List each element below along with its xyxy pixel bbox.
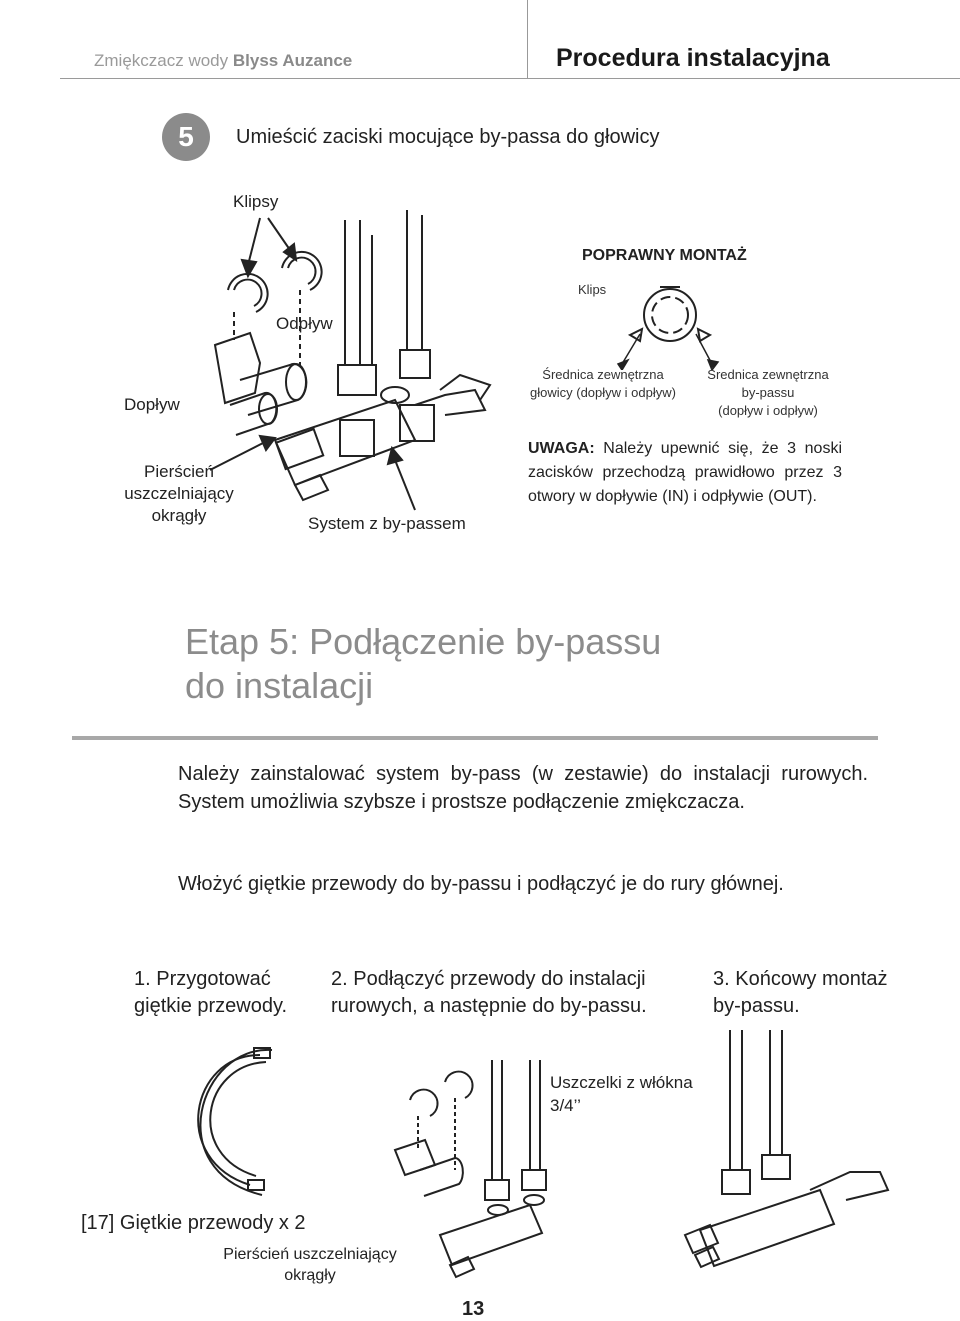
label-oring-line1: Pierścień xyxy=(144,462,214,481)
step-2-label xyxy=(331,966,647,1020)
page-number: 13 xyxy=(462,1298,485,1320)
step-3-line2: by-passu. xyxy=(713,995,800,1017)
label-bypass-diameter-line1: Średnica zewnętrzna xyxy=(707,367,829,382)
label-oring xyxy=(114,461,244,527)
label-oring-line2: uszczelniający xyxy=(124,484,234,503)
final-assembly-illustration xyxy=(680,1030,920,1290)
label-fiber-seals-line1: Uszczelki z włókna xyxy=(550,1073,693,1092)
label-bypass-system: System z by-passem xyxy=(308,514,466,533)
diameter-arrows xyxy=(600,330,750,370)
label-head-diameter xyxy=(523,366,683,402)
label-bypass-diameter-line3: (dopływ i odpływ) xyxy=(718,403,818,418)
section-heading-line2: do instalacji xyxy=(185,665,374,706)
step-3-label xyxy=(713,966,888,1020)
label-inlet: Dopływ xyxy=(124,395,180,414)
step-1-line2: giętkie przewody. xyxy=(134,995,288,1017)
label-oring-line3: okrągły xyxy=(151,506,207,525)
label-head-diameter-line1: Średnica zewnętrzna xyxy=(542,367,664,382)
header-brand: Blyss Auzance xyxy=(232,51,353,70)
step-1-line1: 1. Przygotować xyxy=(134,968,271,990)
step-2-line1: 2. Podłączyć przewody do instalacji xyxy=(331,968,646,990)
header-product-prefix: Zmiękczacz wody xyxy=(94,51,229,70)
label-oring-bottom-line2: okrągły xyxy=(284,1267,336,1284)
header-title: Procedura instalacyjna xyxy=(556,44,830,72)
label-fiber-seals-line2: 3/4’’ xyxy=(550,1096,581,1115)
label-bypass-diameter-line2: by-passu xyxy=(741,385,795,400)
step-text: Umieścić zaciski mocujące by-passa do głowicy xyxy=(236,126,660,148)
step-1-label xyxy=(134,966,287,1020)
label-fiber-seals xyxy=(550,1071,693,1117)
section-heading-line1: Etap 5: Podłączenie by-passu xyxy=(185,621,662,662)
step-2-line2: rurowych, a następnie do by-passu. xyxy=(331,995,647,1017)
label-hoses: [17] Giętkie przewody x 2 xyxy=(81,1212,306,1234)
paragraph-instruction: Włożyć giętkie przewody do by-passu i podłączyć je do rury głównej. xyxy=(178,873,784,895)
section-rule xyxy=(72,736,878,740)
warning-text: Należy upewnić się, że 3 noski zacisków przechodzą prawidłowo przez 3 otwory w dopływie (IN) i odpływie (OUT). xyxy=(528,440,842,505)
header-rule xyxy=(60,78,960,79)
step-3-line1: 3. Końcowy montaż xyxy=(713,968,888,990)
flexible-hoses-illustration xyxy=(180,1040,300,1200)
label-oring-bottom-line1: Pierścień uszczelniający xyxy=(223,1246,397,1263)
label-head-diameter-line2: głowicy (dopływ i odpływ) xyxy=(530,385,676,400)
label-clip: Klips xyxy=(578,282,607,297)
label-clips: Klipsy xyxy=(233,192,279,211)
label-bypass-diameter xyxy=(693,366,843,420)
header-product xyxy=(94,51,352,71)
paragraph-intro: Należy zainstalować system by-pass (w zestawie) do instalacji rurowych. System umożliwia szybsze i prostsze podłączenie zmiękczacza. xyxy=(178,763,868,813)
section-heading xyxy=(185,620,661,708)
header-divider xyxy=(527,0,528,78)
label-outlet: Odpływ xyxy=(276,314,333,333)
correct-assembly-title: POPRAWNY MONTAŻ xyxy=(582,247,747,264)
label-oring-bottom xyxy=(210,1244,410,1286)
warning-label: UWAGA: xyxy=(528,440,595,457)
warning-note xyxy=(528,437,842,509)
step-number-badge: 5 xyxy=(162,113,210,161)
